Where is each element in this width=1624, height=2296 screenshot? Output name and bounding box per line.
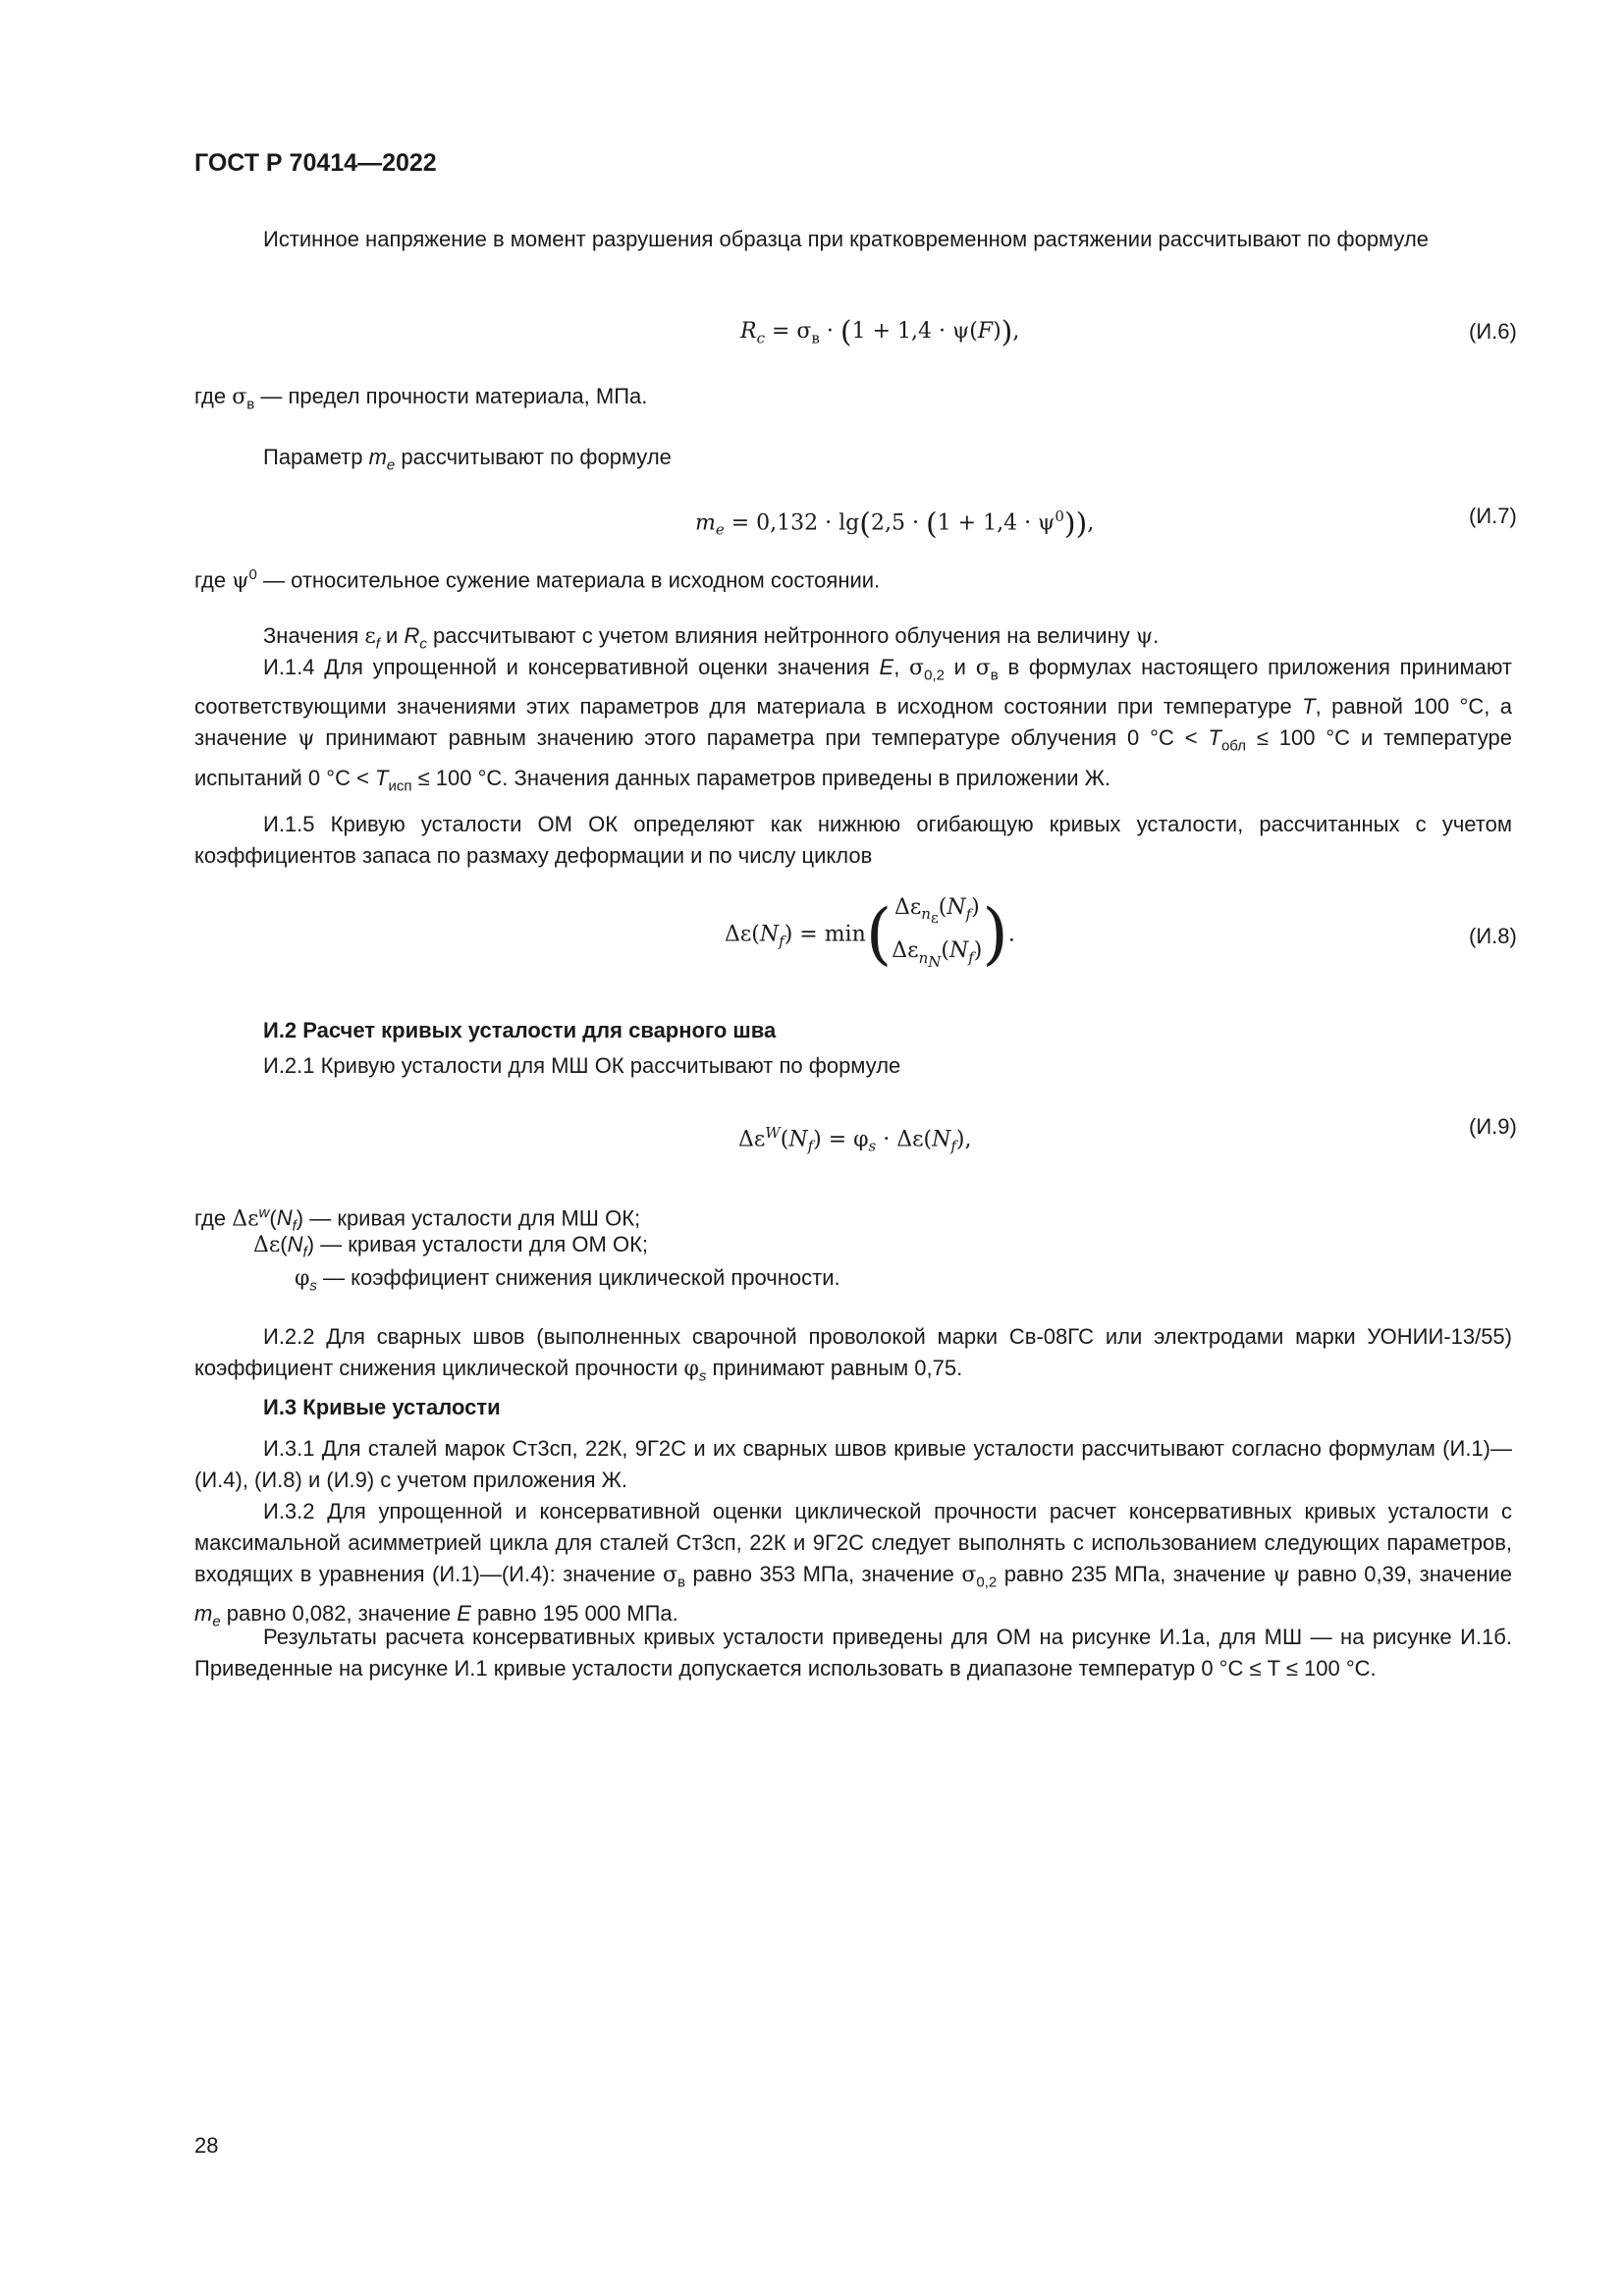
paragraph-i-2-2: И.2.2 Для сварных швов (выполненных сварочной проволокой марки Св-08ГС или электродами марки УОНИИ-13/55) коэффициент снижения циклической прочности $\varphi_s$ принимают равным 0,75. [194,1324,1512,1385]
where-sigma-b: где $\sigma_в$ — предел прочности материала, МПа. [194,384,648,413]
document-header: ГОСТ Р 70414—2022 [194,149,437,177]
paragraph-true-stress: Истинное напряжение в момент разрушения образца при кратковременном растяжении рассчитывают по формуле [263,227,1430,251]
paragraph-i-1-5: И.1.5 Кривую усталости ОМ ОК определяют как нижнюю огибающую кривых усталости, рассчитанных с учетом коэффициентов запаса по размаху деформации и по числу циклов [194,812,1512,868]
where-psi0: где $\psi^0$ — относительное сужение материала в исходном состоянии. [194,566,881,594]
paragraph-i-1-4: И.1.4 Для упрощенной и консервативной оценки значения E, $\sigma_{0,2}$ и $\sigma_в$ в формулах настоящего приложения принимают соответствующими значениями этих параметров для материала в исходном состоянии при температуре T, равной 100 °С, а значение ψ принимают равным значению этого параметра при температуре облучения 0 $^\circ С < T_{обл} \le 100$ °С и температуре испытаний 0 $^\circ С < T_{исп} \le 100$ °С. Значения данных параметров приведены в приложении Ж. [194,655,1513,795]
where-item-delta-eps: $\Delta\varepsilon(N_f)$ — кривая усталости для ОМ ОК; [253,1232,648,1261]
paragraph-i-3-1: И.3.1 Для сталей марок Ст3сп, 22К, 9Г2С и их сварных швов кривые усталости рассчитывают согласно формулам (И.1)—(И.4), (И.8) и (И.9) с учетом приложения Ж. [194,1436,1512,1492]
section-heading-i3: И.3 Кривые усталости [263,1395,501,1419]
section-heading-i2: И.2 Расчет кривых усталости для сварного шва [263,1018,777,1042]
formula-i6: $R_c = \sigma_в \cdot (1 + 1,4 \cdot \psi(F))$, [740,315,1020,349]
equation-number-i8: (И.8) [1469,924,1517,948]
paragraph-i-2-1: И.2.1 Кривую усталости для МШ ОК рассчитывают по формуле [263,1053,901,1078]
paragraph-parameter-me: Параметр $m_e$ рассчитывают по формуле [263,445,672,474]
where-item-phi-s: $\varphi_s$ — коэффициент снижения циклической прочности. [295,1265,840,1295]
formula-i8: $\Delta\varepsilon(N_f) = \min$( $\Delta\varepsilon_{n_\varepsilon}(N_f)$ $\Delta\varepsilon_{n_N}(N_f)$). [725,895,1015,974]
paragraph-i-3-2: И.3.2 Для упрощенной и консервативной оценки циклической прочности расчет консервативных кривых усталости с максимальной асимметрией цикла для сталей Ст3сп, 22К и 9Г2С следует выполнять с использованием следующих параметров, входящих в уравнения (И.1)—(И.4): значение $\sigma_в$ равно 353 МПа, значение $\sigma_{0,2}$ равно 235 МПа, значение ψ равно 0,39, значение $m_e$ равно 0,082, значение E равно 195 000 МПа. [194,1499,1513,1630]
page-number: 28 [194,2133,219,2158]
where-item-delta-eps-w: где $\Delta\varepsilon^w(N_f)$ — кривая усталости для МШ ОК; [194,1204,641,1235]
equation-number-i6: (И.6) [1469,319,1517,344]
equation-number-i7: (И.7) [1469,504,1517,528]
paragraph-results: Результаты расчета консервативных кривых усталости приведены для ОМ на рисунке И.1а, для МШ — на рисунке И.1б. Приведенные на рисунке И.1 кривые усталости допускается использовать в диапазоне температур 0 °С ≤ T ≤ 100 °С. [194,1625,1512,1681]
equation-number-i9: (И.9) [1469,1114,1517,1139]
paragraph-values-ef-rc: Значения $\varepsilon_f$ и $R_c$ рассчитывают с учетом влияния нейтронного облучения на величину ψ. [263,623,1160,653]
formula-i9: $\Delta\varepsilon^W(N_f) = \varphi_s \cdot \Delta\varepsilon(N_f)$, [738,1124,972,1155]
formula-i7: $m_e = 0,132 \cdot \lg(2,5 \cdot (1 + 1,4 \cdot \psi^0))$, [695,507,1095,542]
